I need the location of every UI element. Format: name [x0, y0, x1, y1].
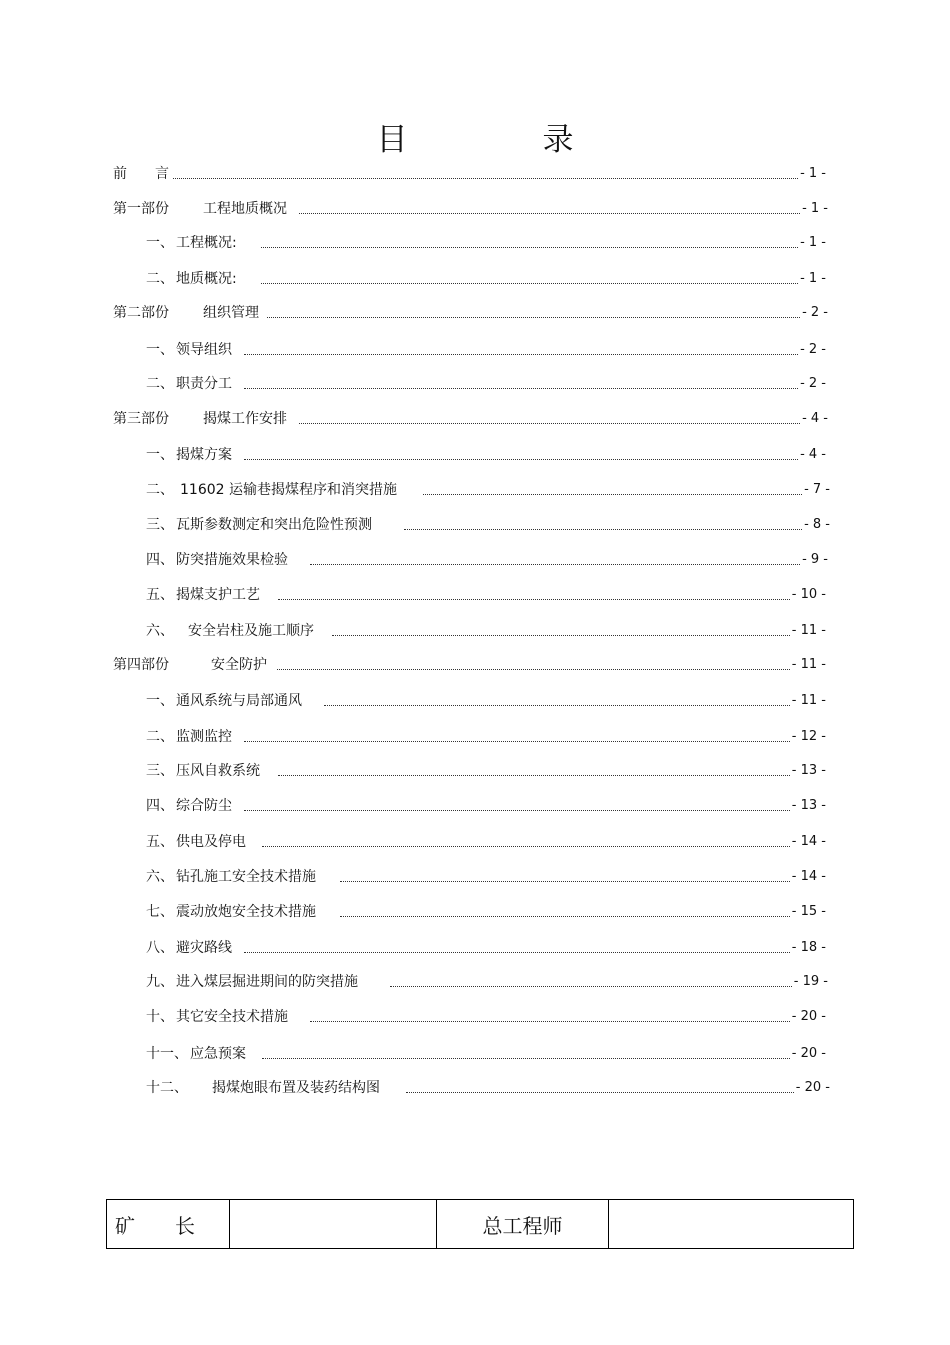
toc-entry-number: 七、 [146, 904, 174, 920]
toc-page-number: - 1 - [802, 201, 828, 216]
toc-entry-label [146, 832, 246, 852]
toc-page-number: - 1 - [800, 166, 826, 181]
toc-entry[interactable] [146, 374, 826, 394]
toc-entry-number: 八、 [146, 940, 174, 956]
toc-entry-number: 二、 [146, 729, 174, 745]
toc-entry-number: 十一、 [146, 1046, 188, 1062]
toc-entry-title: 揭煤炮眼布置及装药结构图 [212, 1080, 380, 1096]
toc-entry[interactable] [146, 1007, 826, 1027]
toc-leader-dots [340, 915, 790, 917]
toc-page-number: - 13 - [791, 763, 826, 778]
mine-manager-signature-cell[interactable] [230, 1200, 437, 1249]
toc-page-number: - 4 - [800, 447, 826, 462]
toc-leader-dots [310, 563, 800, 565]
toc-page-number: - 20 - [795, 1080, 830, 1095]
toc-entry-number: 第四部份 [113, 657, 169, 673]
toc-entry-label [146, 796, 232, 816]
toc-entry[interactable] [146, 269, 826, 289]
toc-leader-dots [299, 212, 800, 214]
toc-entry[interactable] [146, 480, 830, 500]
toc-leader-dots [261, 282, 798, 284]
toc-entry-label [146, 867, 316, 887]
toc-leader-dots [332, 634, 790, 636]
toc-page-number: - 9 - [802, 552, 828, 567]
toc-page-number: - 2 - [800, 376, 826, 391]
toc-entry[interactable] [146, 340, 826, 360]
toc-entry-number: 第三部份 [113, 411, 169, 427]
toc-leader-dots [277, 668, 790, 670]
toc-leader-dots [244, 951, 790, 953]
toc-entry-label [146, 972, 358, 992]
toc-entry-title: 地质概况: [176, 271, 237, 287]
toc-entry-title: 避灾路线 [176, 940, 232, 956]
toc-page-number: - 2 - [802, 305, 828, 320]
toc-page-number: - 15 - [791, 904, 826, 919]
toc-leader-dots [267, 316, 800, 318]
toc-page-number: - 11 - [791, 657, 826, 672]
toc-entry-label [146, 761, 260, 781]
signature-table [106, 1199, 854, 1249]
chief-engineer-signature-cell[interactable] [609, 1200, 854, 1249]
toc-entry-label [146, 445, 232, 465]
toc-entry-title: 通风系统与局部通风 [176, 693, 302, 709]
toc-entry-number: 一、 [146, 342, 174, 358]
toc-page-number: - 14 - [791, 869, 826, 884]
toc-entry-label [146, 585, 260, 605]
toc-entry-number: 四、 [146, 552, 174, 568]
toc-entry-number: 四、 [146, 798, 174, 814]
toc-entry-label [146, 480, 397, 500]
mine-manager-label: 矿 长 [107, 1200, 230, 1249]
toc-entry[interactable] [146, 621, 826, 641]
toc-entry[interactable] [113, 199, 828, 219]
toc-entry-label [146, 1007, 288, 1027]
toc-entry[interactable] [113, 655, 826, 675]
toc-entry-label [146, 727, 232, 747]
toc-entry-label [146, 374, 232, 394]
toc-entry[interactable] [113, 409, 828, 429]
toc-entry-number: 九、 [146, 974, 174, 990]
toc-leader-dots [244, 809, 790, 811]
toc-entry-number: 二、 [146, 482, 174, 498]
toc-leader-dots [244, 740, 790, 742]
toc-leader-dots [310, 1020, 790, 1022]
toc-entry-title: 震动放炮安全技术措施 [176, 904, 316, 920]
page-title: 目 录 [376, 122, 626, 158]
toc-entry-title: 揭煤工作安排 [203, 411, 287, 427]
toc-leader-dots [244, 458, 798, 460]
toc-entry-number: 二、 [146, 271, 174, 287]
toc-entry-label [113, 655, 267, 675]
toc-entry[interactable] [146, 902, 826, 922]
toc-leader-dots [173, 177, 798, 179]
toc-entry-number: 第二部份 [113, 305, 169, 321]
toc-entry[interactable] [113, 164, 826, 184]
toc-entry[interactable] [146, 867, 826, 887]
toc-entry-title: 钻孔施工安全技术措施 [176, 869, 316, 885]
toc-leader-dots [278, 774, 790, 776]
toc-entry-title: 工程地质概况 [203, 201, 287, 217]
toc-entry-label [146, 621, 314, 641]
toc-page-number: - 10 - [791, 587, 826, 602]
toc-entry[interactable] [146, 727, 826, 747]
toc-page-number: - 1 - [800, 271, 826, 286]
toc-entry-number: 六、 [146, 869, 174, 885]
toc-entry-title: 应急预案 [190, 1046, 246, 1062]
toc-entry-title: 监测监控 [176, 729, 232, 745]
toc-entry-title: 职责分工 [176, 376, 232, 392]
toc-entry-number: 五、 [146, 834, 174, 850]
toc-entry-number: 第一部份 [113, 201, 169, 217]
toc-entry-number: 十二、 [146, 1080, 188, 1096]
toc-entry-title: 综合防尘 [176, 798, 232, 814]
toc-leader-dots [390, 985, 792, 987]
toc-entry-label [146, 1078, 380, 1098]
toc-entry-number: 十、 [146, 1009, 174, 1025]
toc-entry-title: 安全防护 [211, 657, 267, 673]
toc-entry-number: 三、 [146, 763, 174, 779]
toc-leader-dots [404, 528, 802, 530]
toc-entry-label [113, 409, 287, 429]
toc-entry-title: 防突措施效果检验 [176, 552, 288, 568]
toc-entry-title: 进入煤层掘进期间的防突措施 [176, 974, 358, 990]
toc-page-number: - 14 - [791, 834, 826, 849]
toc-entry-label [113, 164, 169, 184]
toc-entry-label [146, 1044, 246, 1064]
toc-entry-number: 三、 [146, 517, 174, 533]
toc-entry[interactable] [146, 1044, 826, 1064]
toc-entry-label [146, 550, 288, 570]
toc-page-number: - 11 - [791, 693, 826, 708]
toc-entry-number: 一、 [146, 235, 174, 251]
toc-leader-dots [324, 704, 790, 706]
toc-entry-title: 揭煤方案 [176, 447, 232, 463]
toc-entry[interactable] [113, 303, 828, 323]
toc-entry-title: 安全岩柱及施工顺序 [188, 623, 314, 639]
toc-entry[interactable] [146, 761, 826, 781]
toc-page-number: - 1 - [800, 235, 826, 250]
toc-page-number: - 2 - [800, 342, 826, 357]
toc-leader-dots [423, 493, 802, 495]
toc-page-number: - 18 - [791, 940, 826, 955]
toc-page-number: - 8 - [804, 517, 830, 532]
toc-entry-label [113, 303, 259, 323]
toc-entry-label [113, 199, 287, 219]
toc-entry[interactable] [146, 972, 828, 992]
toc-leader-dots [262, 1057, 790, 1059]
toc-entry-label [146, 902, 316, 922]
toc-entry-label [146, 938, 232, 958]
toc-entry[interactable] [146, 691, 826, 711]
toc-entry-label [146, 515, 372, 535]
toc-page-number: - 11 - [791, 623, 826, 638]
toc-entry[interactable] [146, 796, 826, 816]
toc-entry[interactable] [146, 585, 826, 605]
toc-leader-dots [340, 880, 790, 882]
toc-entry-number: 二、 [146, 376, 174, 392]
toc-leader-dots [261, 246, 798, 248]
toc-leader-dots [262, 845, 790, 847]
toc-entry[interactable] [146, 515, 830, 535]
toc-entry-label [146, 340, 232, 360]
toc-entry[interactable] [146, 832, 826, 852]
toc-page-number: - 4 - [802, 411, 828, 426]
toc-entry-title: 供电及停电 [176, 834, 246, 850]
toc-leader-dots [244, 353, 798, 355]
toc-entry-number: 一、 [146, 447, 174, 463]
toc-entry-title: 压风自救系统 [176, 763, 260, 779]
toc-entry-title: 工程概况: [176, 235, 237, 251]
toc-entry-number: 前 [113, 166, 127, 182]
toc-entry[interactable] [146, 445, 826, 465]
toc-entry[interactable] [146, 233, 826, 253]
toc-entry-title: 组织管理 [203, 305, 259, 321]
toc-entry[interactable] [146, 550, 828, 570]
toc-entry-label [146, 269, 237, 289]
toc-page-number: - 20 - [791, 1046, 826, 1061]
toc-page-number: - 7 - [804, 482, 830, 497]
toc-leader-dots [278, 598, 790, 600]
toc-entry-title: 领导组织 [176, 342, 232, 358]
toc-leader-dots [299, 422, 800, 424]
toc-page-number: - 12 - [791, 729, 826, 744]
toc-entry-label [146, 691, 302, 711]
toc-leader-dots [406, 1091, 794, 1093]
toc-entry-label [146, 233, 237, 253]
toc-page-number: - 20 - [791, 1009, 826, 1024]
toc-entry-number: 五、 [146, 587, 174, 603]
toc-page-number: - 13 - [791, 798, 826, 813]
toc-entry-title: 11602 运输巷揭煤程序和消突措施 [180, 482, 397, 498]
toc-leader-dots [244, 387, 798, 389]
toc-entry[interactable] [146, 938, 826, 958]
toc-entry-title: 瓦斯参数测定和突出危险性预测 [176, 517, 372, 533]
toc-entry-title: 言 [155, 166, 169, 182]
toc-entry-title: 其它安全技术措施 [176, 1009, 288, 1025]
toc-entry-number: 六、 [146, 623, 174, 639]
toc-entry[interactable] [146, 1078, 830, 1098]
toc-entry-number: 一、 [146, 693, 174, 709]
chief-engineer-label: 总工程师 [437, 1200, 609, 1249]
toc-entry-title: 揭煤支护工艺 [176, 587, 260, 603]
toc-page-number: - 19 - [793, 974, 828, 989]
